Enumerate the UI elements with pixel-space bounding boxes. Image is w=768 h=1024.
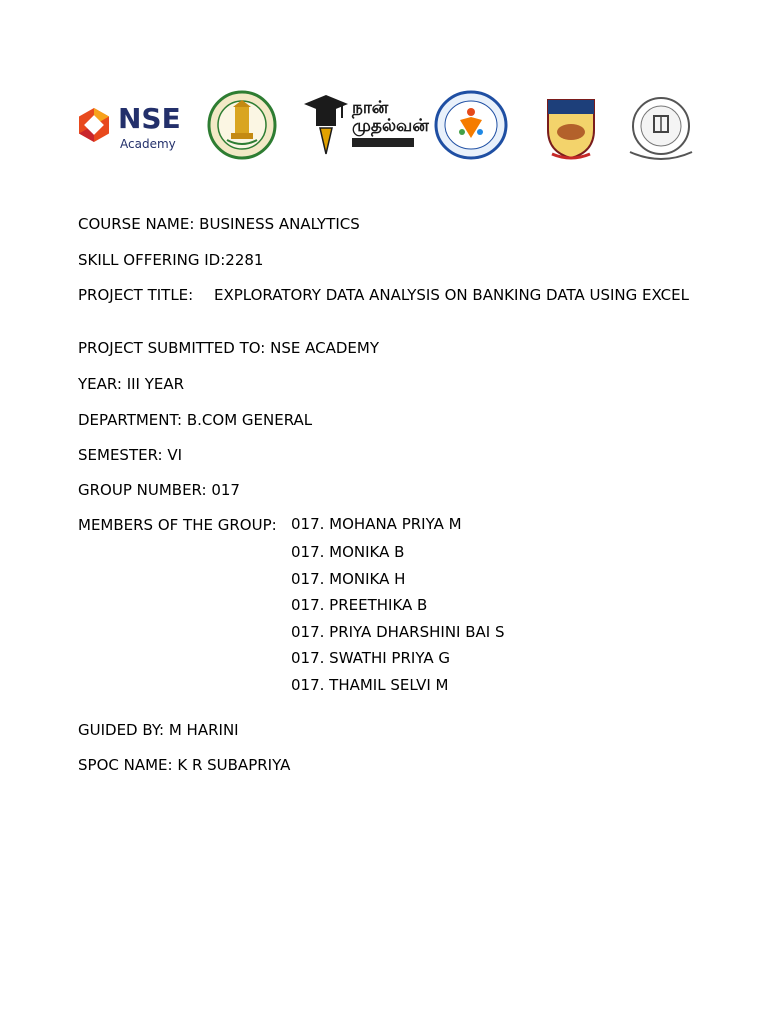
year-line bbox=[78, 375, 184, 393]
naan-wordmark-line1: நான் bbox=[352, 98, 389, 118]
naan-mudhalvan-logo bbox=[302, 92, 429, 158]
group-number-line bbox=[78, 481, 240, 499]
year-value: III YEAR bbox=[126, 375, 185, 393]
skill-offering-line bbox=[78, 251, 263, 269]
list-item: 017. MOHANA PRIYA M bbox=[291, 515, 462, 533]
spoc-name-line bbox=[78, 756, 290, 774]
list-item: 017. PREETHIKA B bbox=[291, 596, 428, 614]
course-name-value: BUSINESS ANALYTICS bbox=[199, 215, 360, 233]
tamilnadu-government-seal bbox=[207, 90, 277, 164]
guided-by-label: GUIDED BY: bbox=[78, 721, 169, 739]
project-title-label: PROJECT TITLE: bbox=[78, 286, 194, 304]
spoc-name-value: K R SUBAPRIYA bbox=[177, 756, 291, 774]
nse-mark-icon bbox=[76, 107, 112, 143]
list-item: 017. SWATHI PRIYA G bbox=[291, 649, 450, 667]
submitted-to-value: NSE ACADEMY bbox=[270, 339, 379, 357]
department-line bbox=[78, 411, 312, 429]
naan-tagline-bar bbox=[352, 138, 414, 147]
list-item: 017. PRIYA DHARSHINI BAI S bbox=[291, 623, 505, 641]
guided-by-line bbox=[78, 721, 239, 739]
semester-label: SEMESTER: bbox=[78, 446, 168, 464]
skill-offering-label: SKILL OFFERING ID: bbox=[78, 251, 226, 269]
course-name-label: COURSE NAME: bbox=[78, 215, 200, 233]
department-label: DEPARTMENT: bbox=[78, 411, 187, 429]
college-seal bbox=[622, 94, 700, 168]
list-item: 017. MONIKA B bbox=[291, 543, 405, 561]
graduation-cap-icon bbox=[302, 92, 350, 158]
submitted-to-label: PROJECT SUBMITTED TO: bbox=[78, 339, 271, 357]
course-name-line bbox=[78, 215, 360, 233]
submitted-to-line bbox=[78, 339, 379, 357]
project-title-line bbox=[78, 286, 718, 326]
project-title-value: EXPLORATORY DATA ANALYSIS ON BANKING DATA USING EXCEL bbox=[214, 286, 689, 304]
year-label: YEAR: bbox=[78, 375, 127, 393]
group-number-value: 017 bbox=[211, 481, 240, 499]
semester-value: VI bbox=[167, 446, 183, 464]
list-item: 017. THAMIL SELVI M bbox=[291, 676, 449, 694]
logo-strip bbox=[70, 88, 710, 168]
semester-line bbox=[78, 446, 182, 464]
nse-subtitle: Academy bbox=[120, 137, 176, 151]
guided-by-value: M HARINI bbox=[168, 721, 239, 739]
group-number-label: GROUP NUMBER: bbox=[78, 481, 212, 499]
members-label: MEMBERS OF THE GROUP: bbox=[78, 516, 277, 534]
nse-wordmark: NSE bbox=[118, 102, 181, 135]
spoc-name-label: SPOC NAME: bbox=[78, 756, 178, 774]
naan-wordmark-line2: முதல்வன் bbox=[352, 116, 429, 136]
university-crest bbox=[540, 94, 602, 166]
department-value: B.COM GENERAL bbox=[186, 411, 313, 429]
skill-offering-value: 2281 bbox=[225, 251, 264, 269]
skill-development-seal bbox=[434, 90, 508, 164]
list-item: 017. MONIKA H bbox=[291, 570, 406, 588]
nse-academy-logo bbox=[76, 102, 188, 154]
